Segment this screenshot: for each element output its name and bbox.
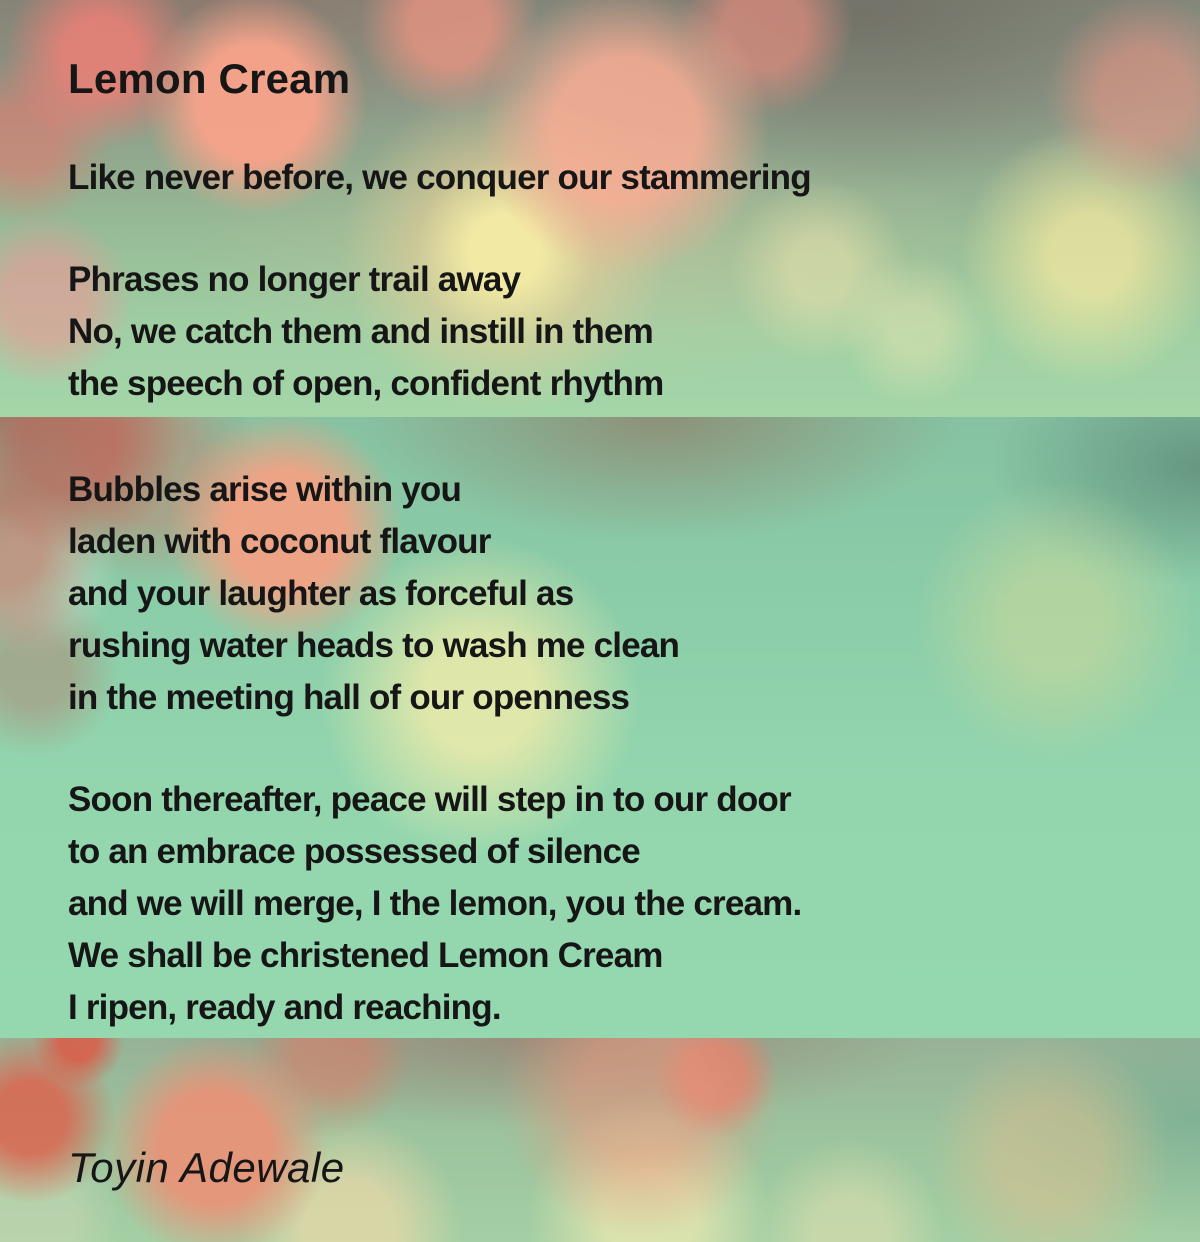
- poem-line: to an embrace possessed of silence: [68, 832, 640, 871]
- poem-line: and your laughter as forceful as: [68, 574, 574, 613]
- poem-line: Phrases no longer trail away: [68, 260, 521, 299]
- poem-line: rushing water heads to wash me clean: [68, 626, 680, 665]
- poem-stanza-1: [68, 152, 811, 204]
- poem-line: We shall be christened Lemon Cream: [68, 936, 663, 975]
- poem-line: I ripen, ready and reaching.: [68, 988, 501, 1027]
- background-bokeh-bottom: [0, 1038, 1200, 1242]
- poem-line: Like never before, we conquer our stammering: [68, 158, 811, 197]
- poem-author: Toyin Adewale: [68, 1144, 345, 1191]
- poem-stanza-2: [68, 254, 663, 410]
- poem-stanza-4: [68, 774, 801, 1034]
- poem-line: Soon thereafter, peace will step in to our door: [68, 780, 791, 819]
- poem-line: No, we catch them and instill in them: [68, 312, 653, 351]
- poem-line: in the meeting hall of our openness: [68, 678, 630, 717]
- poem-line: laden with coconut flavour: [68, 522, 491, 561]
- poem-line: and we will merge, I the lemon, you the cream.: [68, 884, 802, 923]
- poem-title: Lemon Cream: [68, 55, 351, 102]
- poem-stanza-3: [68, 464, 679, 724]
- poem-line: the speech of open, confident rhythm: [68, 364, 664, 403]
- poem-line: Bubbles arise within you: [68, 470, 462, 509]
